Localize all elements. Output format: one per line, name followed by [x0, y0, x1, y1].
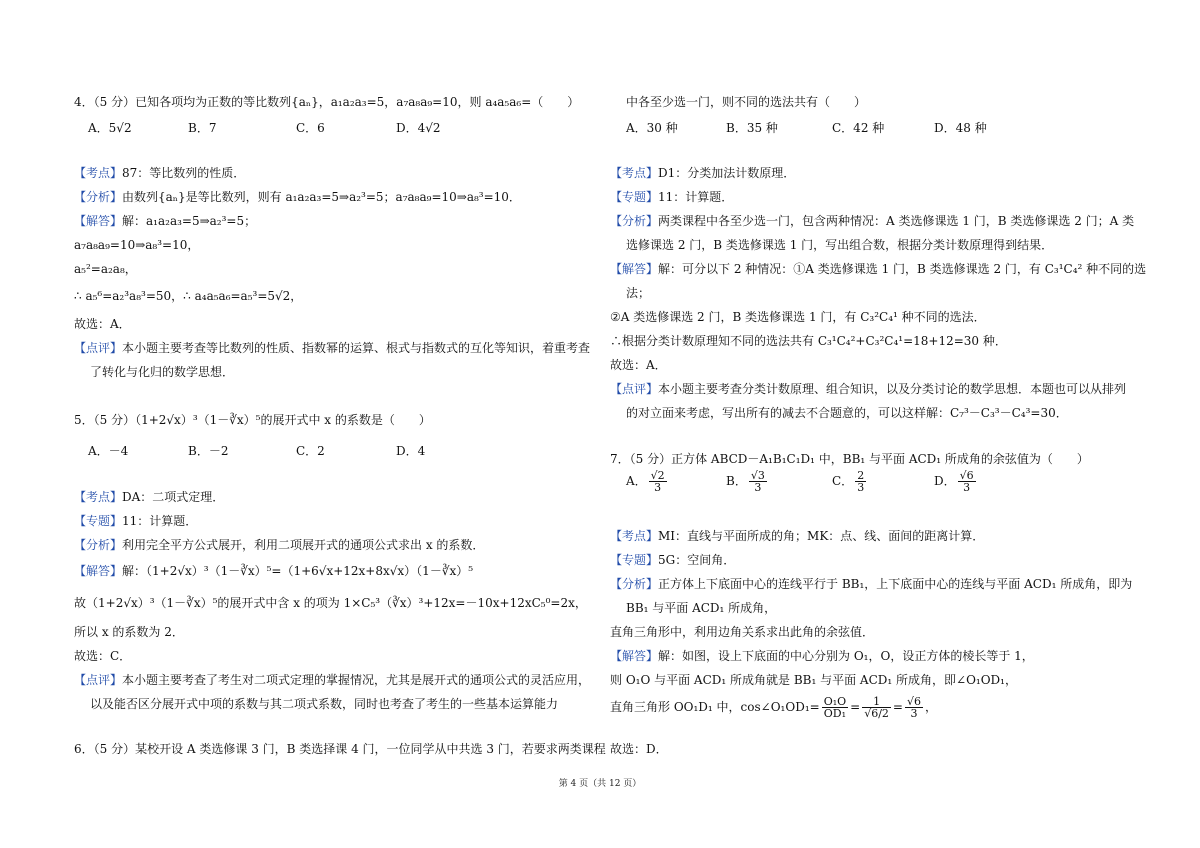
q7-step-1: 则 O₁O 与平面 ACD₁ 所成角就是 BB₁ 与平面 ACD₁ 所成角，即∠O₁OD₁， [610, 673, 1017, 687]
q5-dianping-cont: 以及能否区分展开式中项的系数与其二项式系数，同时也考查了考生的一些基本运算能力 [90, 697, 559, 711]
q4-kaodian: 【考点】87：等比数列的性质． [74, 166, 246, 180]
q5-fenxi: 【分析】利用完全平方公式展开，利用二项展开式的通项公式求出 x 的系数． [74, 538, 485, 552]
q5-option-c: C．2 [296, 444, 325, 458]
q6-answer: 故选：A． [610, 358, 667, 372]
q4-step-1: a₇a₈a₉=10⇒a₈³=10， [74, 238, 200, 252]
q7-option-d: D． $\frac{√6}{3}$ [934, 469, 974, 494]
q5-option-a: A．－4 [88, 444, 129, 458]
q6-option-d: D．48 种 [934, 121, 987, 135]
q4-option-b: B．7 [188, 121, 217, 135]
q6-fenxi: 【分析】两类课程中各至少选一门，包含两种情况：A 类选修课选 1 门，B 类选修课选 2 门；A 类 [610, 214, 1135, 228]
q5-jieda: 【解答】解：（1+2√x）³（1－∛x）⁵=（1+6√x+12x+8x√x）（1－∛x）⁵ [74, 564, 474, 578]
q7-step-2: 直角三角形 OO₁D₁ 中，cos∠O₁OD₁= $\frac{\text{O₁O}}{\text{OD₁}}$ = $\frac{1}{√6/2}$ = $\frac{√6}{3}$ ， [610, 695, 938, 720]
q6-dianping-cont: 的对立面来考虑，写出所有的减去不合题意的，可以这样解：C₇³－C₃³－C₄³=30． [626, 406, 1068, 420]
q7-fenxi: 【分析】正方体上下底面中心的连线平行于 BB₁，上下底面中心的连线与平面 ACD₁ 所成角，即为 [610, 577, 1133, 591]
q6-kaodian: 【考点】D1：分类加法计数原理． [610, 166, 796, 180]
q6-step-2: ∴根据分类计数原理知不同的选法共有 C₃¹C₄²+C₃²C₄¹=18+12=30 种． [610, 334, 1007, 348]
q4-dianping-cont: 了转化与化归的数学思想． [90, 365, 235, 379]
q6-option-b: B．35 种 [726, 121, 778, 135]
q7-fenxi-cont-2: 直角三角形中，利用边角关系求出此角的余弦值． [610, 625, 875, 639]
q4-option-d: D．4√2 [396, 121, 441, 135]
q7-option-b: B． $\frac{√3}{3}$ [726, 469, 765, 494]
q6-stem-cont: 中各至少选一门，则不同的选法共有（ ） [626, 95, 867, 109]
q5-kaodian: 【考点】DA：二项式定理． [74, 490, 225, 504]
q6-fenxi-cont: 选修课选 2 门，B 类选修课选 1 门，写出组合数，根据分类计数原理得到结果． [626, 238, 1054, 252]
q5-stem: 5．（5 分）（1+2√x）³（1－∛x）⁵的展开式中 x 的系数是（ ） [74, 413, 431, 427]
q6-stem: 6．（5 分）某校开设 A 类选修课 3 门，B 类选择课 4 门，一位同学从中共选 3 门，若要求两类课程 [74, 742, 606, 756]
q5-answer: 故选：C． [74, 649, 132, 663]
q5-option-d: D．4 [396, 444, 426, 458]
q4-option-c: C．6 [296, 121, 325, 135]
q4-jieda: 【解答】解：a₁a₂a₃=5⇒a₂³=5； [74, 214, 257, 228]
q4-dianping: 【点评】本小题主要考查等比数列的性质、指数幂的运算、根式与指数式的互化等知识，着重考查 [74, 341, 591, 355]
q6-step-1: ②A 类选修课选 2 门，B 类选修课选 1 门，有 C₃²C₄¹ 种不同的选法． [610, 310, 986, 324]
q7-answer: 故选：D． [610, 742, 668, 756]
q7-fenxi-cont: BB₁ 与平面 ACD₁ 所成角， [626, 601, 777, 615]
q6-option-c: C．42 种 [832, 121, 885, 135]
q5-option-b: B．－2 [188, 444, 229, 458]
q4-fenxi: 【分析】由数列{aₙ}是等比数列，则有 a₁a₂a₃=5⇒a₂³=5；a₇a₈a₉=10⇒a₈³=10． [74, 190, 521, 204]
q5-zhuanti: 【专题】11：计算题． [74, 514, 198, 528]
q6-zhuanti: 【专题】11：计算题． [610, 190, 734, 204]
q6-option-a: A．30 种 [626, 121, 678, 135]
q4-answer: 故选：A． [74, 317, 131, 331]
q6-jieda: 【解答】解：可分以下 2 种情况：①A 类选修课选 1 门，B 类选修课选 2 门，有 C₃¹C₄² 种不同的选 [610, 262, 1147, 276]
page-footer: 第 4 页（共 12 页） [558, 779, 642, 789]
q4-step-2: a₅²=a₂a₈， [74, 262, 137, 276]
q6-jieda-cont: 法； [626, 286, 651, 300]
q7-stem: 7．（5 分）正方体 ABCD－A₁B₁C₁D₁ 中，BB₁ 与平面 ACD₁ 所成角的余弦值为（ ） [610, 452, 1089, 466]
q6-dianping: 【点评】本小题主要考查分类计数原理、组合知识，以及分类讨论的数学思想．本题也可以从排列 [610, 382, 1127, 396]
q7-jieda: 【解答】解：如图，设上下底面的中心分别为 O₁，O，设正方体的棱长等于 1， [610, 649, 1034, 663]
q5-step-1: 故（1+2√x）³（1－∛x）⁵的展开式中含 x 的项为 1×C₅³（∛x）³+12x=－10x+12xC₅⁰=2x， [74, 596, 587, 610]
q4-step-3: ∴ a₅⁶=a₂³a₈³=50，∴ a₄a₅a₆=a₅³=5√2， [74, 289, 303, 303]
q7-option-a: A． $\frac{√2}{3}$ [626, 469, 665, 494]
q4-stem: 4．（5 分）已知各项均为正数的等比数列{aₙ}，a₁a₂a₃=5，a₇a₈a₉=10，则 a₄a₅a₆=（ ） [74, 95, 580, 109]
q5-step-2: 所以 x 的系数为 2． [74, 625, 184, 639]
q7-zhuanti: 【专题】5G：空间角． [610, 553, 736, 567]
q7-option-c: C． $\frac{2}{3}$ [832, 469, 865, 494]
q5-dianping: 【点评】本小题主要考查了考生对二项式定理的掌握情况，尤其是展开式的通项公式的灵活应用， [74, 673, 591, 687]
q4-option-a: A．5√2 [88, 121, 132, 135]
q7-kaodian: 【考点】MI：直线与平面所成的角；MK：点、线、面间的距离计算． [610, 529, 985, 543]
